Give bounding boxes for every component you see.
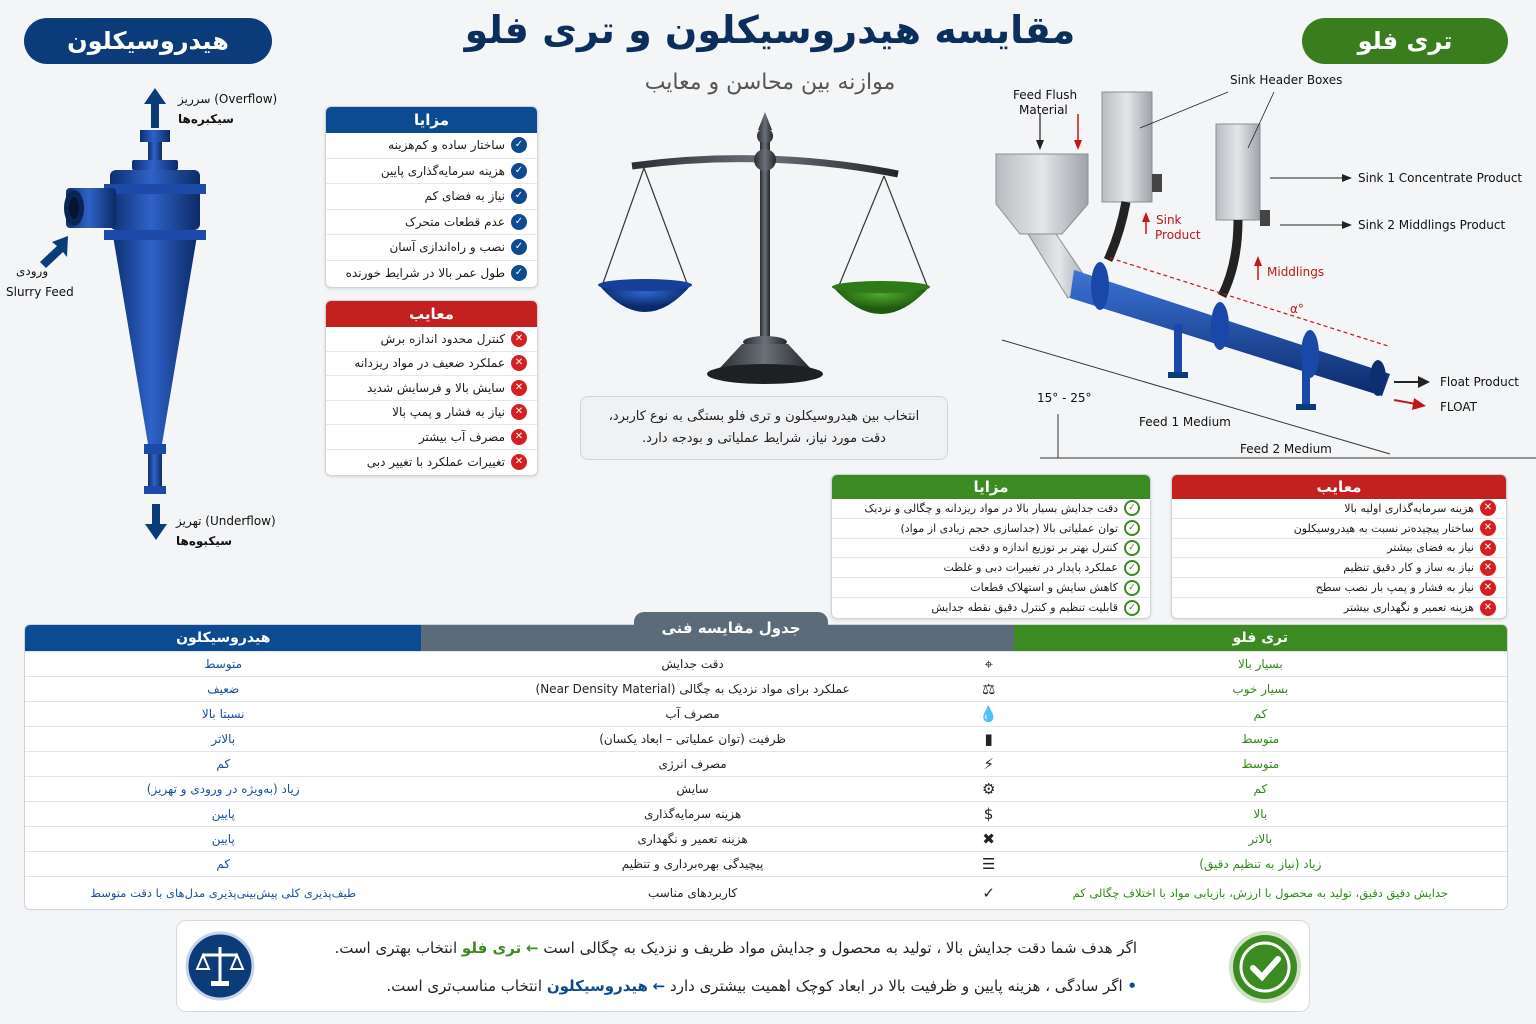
cell-triflo: بالاتر [1248,832,1273,846]
table-row [25,726,1507,751]
cross-icon: ✕ [1480,560,1496,576]
cell-hydro: متوسط [204,657,243,671]
cell-param-text: هزینه سرمایه‌گذاری [643,807,742,821]
bar-chart-icon: ▮ [984,730,993,748]
list-item-text: کاهش سایش و استهلاک قطعات [970,581,1118,595]
cross-icon: ✕ [1480,500,1496,516]
hydro-pros-box [325,106,538,288]
list-item [832,558,1150,578]
list-item [1172,558,1506,578]
check-icon: ✓ [1124,540,1140,556]
selection-note [580,396,948,460]
cell-hydro: ضعیف [207,682,240,696]
feed2-label: Feed 2 Medium [1240,442,1332,456]
list-item-text: عملکرد پایدار در تغییرات دبی و غلظت [943,561,1118,575]
list-item-text: نیاز به فشار و پمپ بالا [392,405,505,420]
list-item-text: نیاز به فضای کم [424,189,505,204]
cross-icon: ✕ [511,454,527,470]
cross-icon: ✕ [511,404,527,420]
cell-param-text: هزینه تعمیر و نگهداری [637,832,748,846]
cell-hydro: کم [216,857,231,871]
check-badge-icon [1229,931,1301,1003]
list-item-text: نیاز به ساز و کار دقیق تنظیم [1343,561,1474,575]
table-row [25,751,1507,776]
cell-param [421,780,1013,798]
cell-hydro: پایین [211,832,235,846]
cell-triflo: جدایش دقیق دقیق، تولید به محصول با ارزش، بازیابی مواد با اختلاف چگالی کم [1072,885,1449,900]
table-row [25,776,1507,801]
list-item [1172,539,1506,559]
feed1-label: Feed 1 Medium [1139,415,1231,429]
list-item [326,235,537,261]
cross-icon: ✕ [511,429,527,445]
cell-param-text: مصرف انرژی [658,757,727,771]
middlings-label: Middlings [1267,265,1325,279]
list-item [326,261,537,287]
sink-header-label: Sink Header Boxes [1230,73,1343,87]
table-row [25,876,1507,908]
triflo-pill: تری فلو [1302,18,1508,64]
check-icon: ✓ [1124,600,1140,616]
cross-icon: ✕ [1480,600,1496,616]
cross-icon: ✕ [1480,520,1496,536]
cross-icon: ✕ [511,355,527,371]
list-item-text: نصب و راه‌اندازی آسان [389,240,505,255]
material-label: Material [1019,103,1068,117]
cross-icon: ✕ [511,331,527,347]
conclusion-line-2: • اگر سادگی ، هزینه پایین و ظرفیت بالا در ابعاد کوچک اهمیت بیشتری دارد ← هیدروسیکلون انتخاب مناسب‌تری است. [386,977,1137,995]
cell-hydro: زیاد (به‌ویژه در ورودی و تهریز) [146,782,300,796]
note-line-2: دقت مورد نیاز، شرایط عملیاتی و بودجه دارد. [642,431,886,446]
check-icon: ✓ [1124,580,1140,596]
list-item-text: عدم قطعات متحرک [405,214,505,229]
list-item-text: مصرف آب بیشتر [418,429,505,444]
list-item [326,159,537,185]
down-arrow-icon [144,504,168,540]
sink1-label: Sink 1 Concentrate Product [1358,171,1523,185]
cell-hydro: نسبتا بالا [201,707,245,721]
cell-triflo: متوسط [1241,732,1280,746]
cell-param-text: عملکرد برای مواد نزدیک به چگالی (Near Density Material) [535,682,850,696]
angle-range-label: 15° - 25° [1037,391,1092,405]
tools-icon: ✖ [982,830,995,848]
cell-param-text: کاربردهای مناسب [647,885,738,900]
table-head-hydro: هیدروسیکلون [25,625,421,651]
dollar-icon: $ [983,805,994,823]
gear-icon: ⚙ [981,780,996,798]
list-item-text: کنترل محدود اندازه برش [380,331,505,346]
list-item-text: قابلیت تنظیم و کنترل دقیق نقطه جدایش [931,601,1118,615]
cell-param-text: پیچیدگی بهره‌برداری و تنظیم [621,857,764,871]
table-row [25,851,1507,876]
check-icon: ✓ [511,239,527,255]
cell-param [421,884,1013,902]
hydro-cons-box [325,300,538,476]
note-line-1: انتخاب بین هیدروسیکلون و تری فلو بستگی به نوع کاربرد، [608,409,920,424]
balance-scale-illustration [592,108,942,392]
cell-triflo: کم [1253,707,1268,721]
cell-triflo: بسیار بالا [1237,657,1283,671]
cell-param-text: دقت جدایش [661,657,724,671]
list-item-text: نیاز به فضای بیشتر [1387,541,1474,555]
list-item [326,210,537,236]
cell-param [421,655,1013,673]
list-item [326,184,537,210]
cell-hydro: بالاتر [211,732,236,746]
scale-badge-icon [185,931,255,1001]
cell-triflo: متوسط [1241,757,1280,771]
cell-triflo: کم [1253,782,1268,796]
list-item-text: عملکرد ضعیف در مواد ریزدانه [354,356,505,371]
table-row [25,826,1507,851]
inlet-label: ورودی [16,264,49,278]
list-item-text: تغییرات عملکرد با تغییر دبی [366,454,505,469]
list-item [1172,499,1506,519]
list-item [326,401,537,426]
check-icon: ✓ [511,214,527,230]
feed-flush-label: Feed Flush [1013,88,1078,102]
list-item-text: طول عمر بالا در شرایط خورنده [345,266,505,281]
sink2-label: Sink 2 Middlings Product [1358,218,1506,232]
list-item [832,598,1150,618]
cross-icon: ✕ [1480,580,1496,596]
cell-triflo: بسیار خوب [1232,682,1289,696]
cell-param [421,680,1013,698]
triflo-pros-title: مزایا [832,475,1150,499]
list-item [832,499,1150,519]
underflow-label: تهریز (Underflow) [176,514,276,528]
hydrocyclone-illustration [0,84,300,554]
check-icon: ✓ [511,137,527,153]
cell-param-text: مصرف آب [665,707,720,721]
list-item [832,539,1150,559]
water-drop-icon: 💧 [979,705,999,723]
cross-icon: ✕ [1480,540,1496,556]
inlet-en-label: Slurry Feed [6,285,74,299]
list-item-text: نیاز به فشار و پمپ بار نصب سطح [1315,581,1474,595]
cell-triflo: زیاد (نیاز به تنظیم دقیق) [1199,857,1322,871]
cell-hydro: طیف‌پذیری کلی پیش‌بینی‌پذیری مدل‌های با دقت متوسط [90,885,357,900]
cell-hydro: کم [216,757,231,771]
list-item [1172,578,1506,598]
triflo-cons-box [1171,474,1507,619]
check-icon: ✓ [1124,560,1140,576]
check-icon: ✓ [1124,520,1140,536]
check-icon: ✓ [1124,500,1140,516]
cell-param [421,830,1013,848]
list-item-text: هزینه سرمایه‌گذاری پایین [380,163,505,178]
hydro-cons-title: معایب [326,301,537,327]
list-item [1172,598,1506,618]
cell-param [421,755,1013,773]
target-icon: ⌖ [984,655,993,673]
triflo-cons-title: معایب [1172,475,1506,499]
check-circle-icon: ✓ [982,883,995,902]
scale-icon: ⚖ [981,680,996,698]
list-item [326,425,537,450]
triflo-pros-box [831,474,1151,619]
page-title: مقایسه هیدروسیکلون و تری فلو [464,8,1076,52]
list-item-text: سایش بالا و فرسایش شدید [367,380,505,395]
up-arrow-icon [144,88,166,128]
underflow-sub-label: سیکبوه‌ها [176,534,233,548]
cell-param-text: سایش [676,782,709,796]
page-subtitle: موازنه بین محاسن و معایب [644,70,896,95]
cell-hydro: پایین [211,807,235,821]
check-icon: ✓ [511,163,527,179]
hydro-pros-title: مزایا [326,107,537,133]
list-item [326,133,537,159]
cell-param [421,855,1013,873]
list-item [326,450,537,475]
list-item [326,327,537,352]
cell-param-text: ظرفیت (توان عملیاتی – ابعاد یکسان) [599,732,786,746]
table-row [25,651,1507,676]
list-item-text: هزینه سرمایه‌گذاری اولیه بالا [1344,501,1474,515]
overflow-sub-label: سیکبره‌ها [178,112,234,126]
conclusion-box [176,920,1310,1012]
check-icon: ✓ [511,265,527,281]
list-item [832,519,1150,539]
cell-param [421,805,1013,823]
sink-label: Sink [1156,213,1182,227]
comparison-table [24,624,1508,910]
lightning-icon: ⚡ [983,755,994,773]
list-item-text: هزینه تعمیر و نگهداری بیشتر [1343,601,1474,615]
product-label: Product [1155,228,1201,242]
sliders-icon: ☰ [981,855,996,873]
cross-icon: ✕ [511,380,527,396]
cell-triflo: بالا [1253,807,1268,821]
list-item-text: ساختار پیچیده‌تر نسبت به هیدروسیکلون [1293,521,1474,535]
cell-param [421,705,1013,723]
angle-label: α° [1290,302,1304,316]
overflow-label: سرریز (Overflow) [178,92,278,106]
list-item-text: توان عملیاتی بالا (جداسازی حجم زیادی از مواد) [900,521,1118,535]
float-product-label: Float Product [1440,375,1520,389]
check-icon: ✓ [511,188,527,204]
list-item-text: ساختار ساده و کم‌هزینه [388,138,505,153]
table-row [25,676,1507,701]
conclusion-line-1: اگر هدف شما دقت جدایش بالا ، تولید به محصول و جدایش مواد ظریف و نزدیک به چگالی است ← تری فلو انتخاب بهتری است. [334,939,1137,957]
hydrocyclone-pill: هیدروسیکلون [24,18,272,64]
list-item [326,352,537,377]
list-item [326,376,537,401]
table-head-triflo: تری فلو [1014,625,1507,651]
cell-param [421,730,1013,748]
table-tab: جدول مقایسه فنی [634,612,828,644]
float-label: FLOAT [1440,400,1478,414]
table-row [25,801,1507,826]
list-item-text: کنترل بهتر بر توزیع اندازه و دقت [969,541,1118,555]
table-row [25,701,1507,726]
list-item [1172,519,1506,539]
list-item-text: دقت جدایش بسیار بالا در مواد ریزدانه و چگالی و نزدیک [864,501,1118,515]
list-item [832,578,1150,598]
